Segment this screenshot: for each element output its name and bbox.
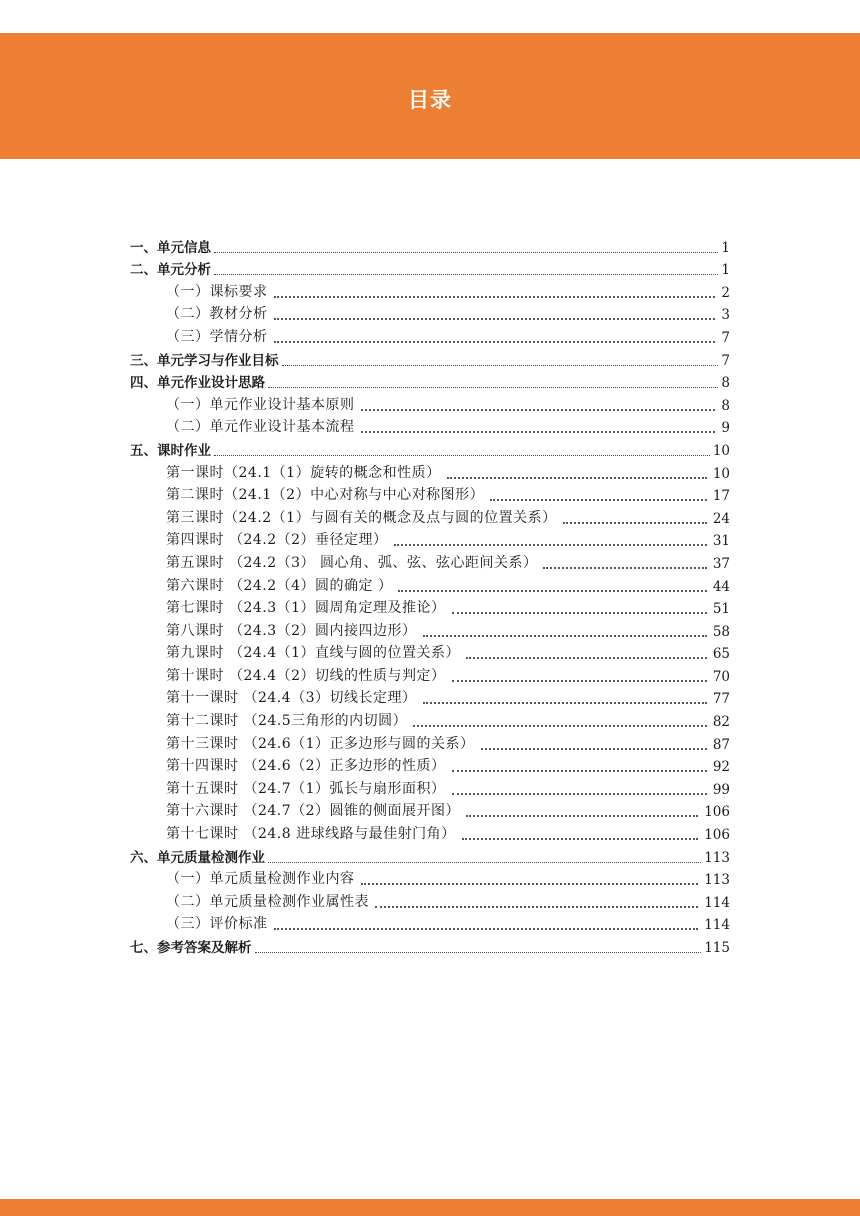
dot-leader — [274, 341, 716, 343]
toc-entry-page-number: 114 — [704, 917, 730, 934]
toc-entry-page-number: 24 — [712, 510, 730, 527]
dot-leader — [563, 522, 707, 524]
toc-entry-page-number: 92 — [712, 759, 730, 776]
dot-leader — [255, 952, 702, 953]
toc-entry[interactable] — [130, 372, 730, 395]
toc-entry-title: （一）单元作业设计基本原则 — [166, 396, 355, 413]
toc-entry-page-number: 37 — [712, 555, 730, 572]
toc-entry-page-number: 7 — [721, 352, 730, 369]
toc-entry[interactable] — [130, 936, 730, 959]
toc-entry[interactable] — [130, 688, 730, 711]
dot-leader — [452, 793, 707, 795]
dot-leader — [268, 387, 718, 388]
dot-leader — [466, 657, 707, 659]
toc-entry-page-number: 58 — [712, 623, 730, 640]
toc-entry-title: 第十课时 （24.4（2）切线的性质与判定） — [166, 667, 446, 684]
toc-entry-page-number: 1 — [721, 239, 730, 256]
dot-leader — [447, 477, 707, 479]
toc-entry-title: 第九课时 （24.4（1）直线与圆的位置关系） — [166, 645, 461, 662]
toc-entry[interactable] — [130, 710, 730, 733]
toc-entry-title: （三）学情分析 — [166, 328, 268, 345]
dot-leader — [214, 455, 710, 456]
dot-leader — [543, 567, 706, 569]
toc-entry-page-number: 106 — [704, 827, 730, 844]
toc-entry-title: 第五课时 （24.2（3） 圆心角、弧、弦、弦心距间关系） — [166, 554, 538, 571]
dot-leader — [394, 544, 707, 546]
toc-entry-page-number: 8 — [721, 375, 730, 392]
toc-entry-page-number: 99 — [712, 781, 730, 798]
toc-entry[interactable] — [130, 643, 730, 666]
toc-entry[interactable] — [130, 530, 730, 553]
toc-entry-title: 第十二课时 （24.5三角形的内切圆） — [166, 713, 408, 730]
dot-leader — [466, 815, 698, 817]
dot-leader — [375, 906, 698, 908]
toc-entry-page-number: 17 — [712, 488, 730, 505]
dot-leader — [214, 252, 718, 253]
dot-leader — [274, 296, 716, 298]
toc-entry-title: 第十三课时 （24.6（1）正多边形与圆的关系） — [166, 735, 475, 752]
toc-entry[interactable] — [130, 326, 730, 349]
toc-entry[interactable] — [130, 439, 730, 462]
dot-leader — [452, 680, 707, 682]
toc-entry[interactable] — [130, 259, 730, 282]
toc-entry-page-number: 82 — [712, 714, 730, 731]
dot-leader — [398, 590, 706, 592]
toc-entry[interactable] — [130, 823, 730, 846]
toc-entry-page-number: 51 — [712, 601, 730, 618]
toc-entry[interactable] — [130, 349, 730, 372]
toc-entry-title: 一、单元信息 — [130, 239, 211, 256]
toc-entry[interactable] — [130, 552, 730, 575]
toc-entry-title: （二）单元作业设计基本流程 — [166, 419, 355, 436]
toc-entry-title: 第三课时（24.2（1）与圆有关的概念及点与圆的位置关系） — [166, 509, 557, 526]
dot-leader — [462, 838, 699, 840]
toc-entry[interactable] — [130, 869, 730, 892]
toc-entry-page-number: 106 — [704, 804, 730, 821]
toc-entry-title: 第一课时（24.1（1）旋转的概念和性质） — [166, 464, 441, 481]
toc-entry[interactable] — [130, 462, 730, 485]
toc-entry-page-number: 9 — [721, 420, 730, 437]
toc-entry[interactable] — [130, 733, 730, 756]
toc-entry-page-number: 87 — [712, 736, 730, 753]
toc-entry-title: 第二课时（24.1（2）中心对称与中心对称图形） — [166, 487, 485, 504]
dot-leader — [423, 635, 707, 637]
toc-entry[interactable] — [130, 778, 730, 801]
toc-entry-page-number: 7 — [721, 329, 730, 346]
toc-entry[interactable] — [130, 801, 730, 824]
dot-leader — [274, 928, 699, 930]
toc-entry-page-number: 2 — [721, 284, 730, 301]
toc-entry[interactable] — [130, 598, 730, 621]
toc-entry-page-number: 8 — [721, 397, 730, 414]
footer-bar — [0, 1199, 860, 1216]
toc-entry[interactable] — [130, 236, 730, 259]
toc-entry[interactable] — [130, 304, 730, 327]
toc-entry-title: 二、单元分析 — [130, 262, 211, 279]
toc-entry-title: （三）评价标准 — [166, 916, 268, 933]
dot-leader — [413, 725, 707, 727]
toc-entry-title: 第十七课时 （24.8 进球线路与最佳射门角） — [166, 826, 456, 843]
toc-entry-page-number: 114 — [704, 894, 730, 911]
toc-entry[interactable] — [130, 417, 730, 440]
toc-entry-title: 第十六课时 （24.7（2）圆锥的侧面展开图） — [166, 803, 461, 820]
toc-entry[interactable] — [130, 394, 730, 417]
toc-entry-title: 第四课时 （24.2（2）垂径定理） — [166, 532, 388, 549]
dot-leader — [452, 770, 707, 772]
toc-entry-page-number: 31 — [712, 533, 730, 550]
toc-entry[interactable] — [130, 281, 730, 304]
toc-entry-title: 第十五课时 （24.7（1）弧长与扇形面积） — [166, 780, 446, 797]
toc-entry[interactable] — [130, 914, 730, 937]
toc-entry-page-number: 44 — [712, 578, 730, 595]
toc-entry[interactable] — [130, 620, 730, 643]
toc-entry-page-number: 10 — [712, 442, 730, 459]
toc-entry-title: （一）课标要求 — [166, 283, 268, 300]
toc-entry-title: 四、单元作业设计思路 — [130, 375, 265, 392]
dot-leader — [452, 612, 707, 614]
dot-leader — [274, 318, 716, 320]
toc-entry-page-number: 113 — [704, 849, 730, 866]
dot-leader — [361, 883, 699, 885]
toc-entry[interactable] — [130, 507, 730, 530]
dot-leader — [282, 365, 719, 366]
toc-entry[interactable] — [130, 665, 730, 688]
toc-entry-page-number: 77 — [712, 691, 730, 708]
dot-leader — [490, 499, 707, 501]
toc-entry-title: 六、单元质量检测作业 — [130, 849, 265, 866]
toc-entry[interactable] — [130, 575, 730, 598]
toc-entry-title: 三、单元学习与作业目标 — [130, 352, 279, 369]
table-of-contents — [130, 236, 730, 959]
toc-entry-title: 五、课时作业 — [130, 442, 211, 459]
toc-entry-page-number: 70 — [712, 668, 730, 685]
toc-entry-title: 第十一课时 （24.4（3）切线长定理） — [166, 690, 417, 707]
toc-entry-page-number: 1 — [721, 262, 730, 279]
toc-entry-title: （二）单元质量检测作业属性表 — [166, 893, 369, 910]
dot-leader — [268, 862, 701, 863]
toc-entry-title: （二）教材分析 — [166, 306, 268, 323]
toc-entry-title: 七、参考答案及解析 — [130, 940, 252, 956]
toc-entry-title: 第六课时 （24.2（4）圆的确定 ） — [166, 577, 393, 594]
toc-entry[interactable] — [130, 756, 730, 779]
toc-entry-title: 第十四课时 （24.6（2）正多边形的性质） — [166, 758, 446, 775]
toc-entry-page-number: 65 — [712, 646, 730, 663]
toc-entry[interactable] — [130, 485, 730, 508]
dot-leader — [423, 702, 707, 704]
toc-entry-page-number: 3 — [721, 307, 730, 324]
dot-leader — [361, 431, 716, 433]
toc-entry-title: （一）单元质量检测作业内容 — [166, 871, 355, 888]
toc-entry-title: 第八课时 （24.3（2）圆内接四边形） — [166, 622, 417, 639]
dot-leader — [361, 409, 716, 411]
page-title: 目录 — [408, 88, 452, 112]
toc-entry[interactable] — [130, 846, 730, 869]
toc-entry-title: 第七课时 （24.3（1）圆周角定理及推论） — [166, 600, 446, 617]
toc-entry[interactable] — [130, 891, 730, 914]
dot-leader — [481, 748, 707, 750]
toc-entry-page-number: 115 — [704, 940, 730, 956]
toc-entry-page-number: 10 — [712, 465, 730, 482]
toc-entry-page-number: 113 — [704, 872, 730, 889]
dot-leader — [214, 274, 718, 275]
